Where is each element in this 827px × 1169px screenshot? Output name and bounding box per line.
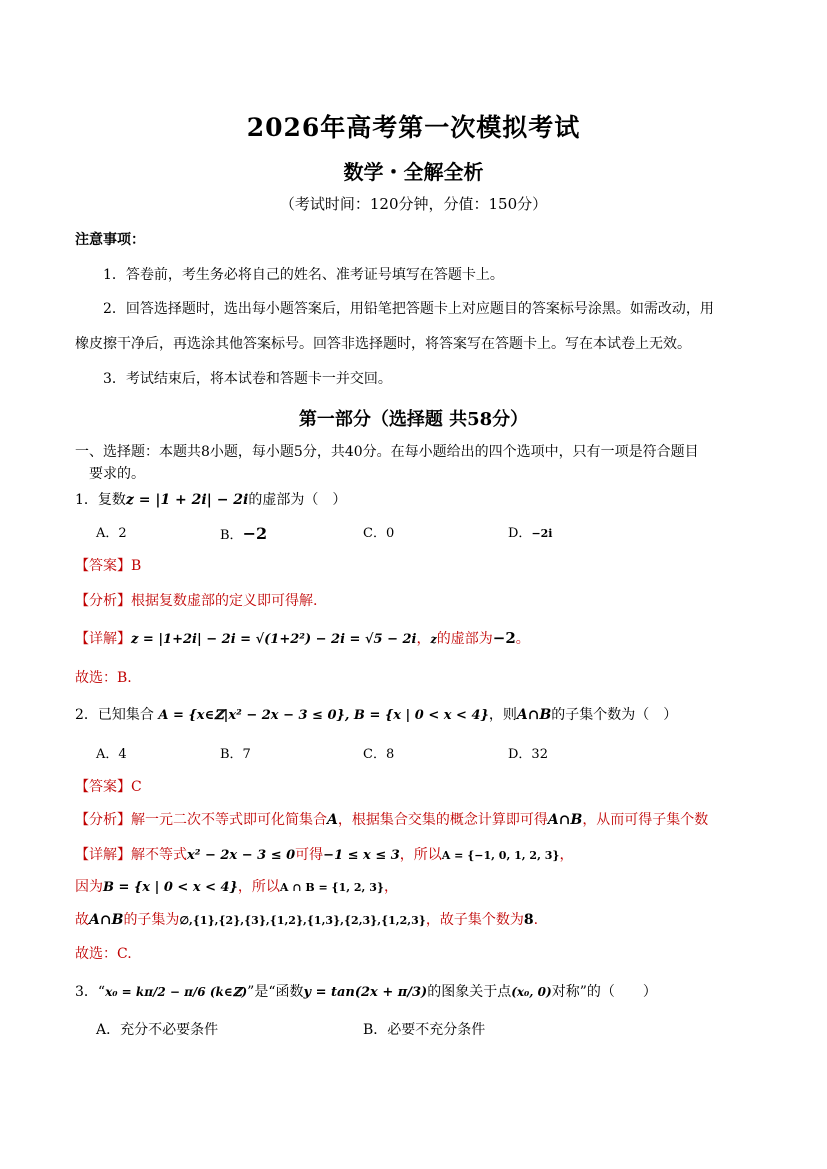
q1-option-b: B．−2 xyxy=(220,524,268,543)
section-intro-line1: 一、选择题：本题共8小题，每小题5分，共40分。在每小题给出的四个选项中，只有一项是符合题目 xyxy=(75,444,699,460)
q1-detail: 【详解】z = |1+2i| − 2i = √(1+2²) − 2i = √5 − 2i，z的虚部为−2。 xyxy=(75,629,530,647)
section-intro-line2: 要求的。 xyxy=(89,466,145,482)
note-item-2-line2: 橡皮擦干净后，再选涂其他答案标号。回答非选择题时，将答案写在答题卡上。写在本试卷上无效。 xyxy=(75,336,691,352)
q1-detail-z: z xyxy=(430,633,437,646)
q1-option-b-math: −2 xyxy=(242,524,268,543)
question-2-stem: 2．已知集合 A = {x∈ℤ|x² − 2x − 3 ≤ 0}, B = {x | 0 < x < 4}，则A∩B的子集个数为（ ） xyxy=(75,707,678,723)
page-subtitle: 数学・全解全析 xyxy=(343,160,484,184)
q2-option-a: A．4 xyxy=(96,747,127,762)
q1-stem-math: z = |1 + 2i| − 2i xyxy=(125,492,249,508)
q2-conclusion: 故选：C. xyxy=(75,946,132,962)
q2-option-c: C．8 xyxy=(363,747,395,762)
q1-conclusion: 故选：B. xyxy=(75,670,132,686)
q1-option-c: C．0 xyxy=(363,526,395,541)
note-item-3: 3．考试结束后，将本试卷和答题卡一并交回。 xyxy=(103,371,392,387)
q2-option-b: B．7 xyxy=(220,747,251,762)
q2-analysis: 【分析】解一元二次不等式即可化简集合A，根据集合交集的概念计算即可得A∩B，从而可得子集个数 xyxy=(75,812,709,828)
q1-answer: 【答案】B xyxy=(75,558,142,574)
q3-option-a: A．充分不必要条件 xyxy=(96,1022,219,1038)
q1-detail-math: z = |1+2i| − 2i = √(1+2²) − 2i = √5 − 2i xyxy=(131,632,417,647)
q3-stem-math3: (x₀, 0) xyxy=(511,985,552,999)
q1-analysis: 【分析】根据复数虚部的定义即可得解. xyxy=(75,593,318,609)
q2-answer: 【答案】C xyxy=(75,779,142,795)
page-title: 2026年高考第一次模拟考试 xyxy=(246,113,581,142)
q1-option-d: D．−2i xyxy=(508,526,553,541)
section-title: 第一部分（选择题 共58分） xyxy=(298,409,529,430)
question-1-stem xyxy=(75,490,346,510)
q2-stem-math2: A∩B xyxy=(516,707,552,723)
q2-detail-3: 故A∩B的子集为∅,{1},{2},{3},{1,2},{1,3},{2,3},{1,2,3}，故子集个数为8. xyxy=(75,912,539,928)
q1-stem-suffix: 的虚部为（ ） xyxy=(248,492,347,508)
q2-detail-2: 因为B = {x | 0 < x < 4}，所以A ∩ B = {1, 2, 3}， xyxy=(75,879,398,895)
q2-option-d: D．32 xyxy=(508,747,548,762)
note-item-1: 1．答卷前，考生务必将自己的姓名、准考证号填写在答题卡上。 xyxy=(103,267,504,283)
q3-stem-math: x₀ = kπ/2 − π/6 (k∈ℤ) xyxy=(105,985,248,999)
q3-stem-math2: y = tan(2x + π/3) xyxy=(303,985,428,1000)
q3-option-b: B．必要不充分条件 xyxy=(363,1022,486,1038)
notes-heading: 注意事项： xyxy=(75,232,145,248)
q1-option-d-math: −2i xyxy=(531,527,553,540)
question-3-stem: 3．“x₀ = kπ/2 − π/6 (k∈ℤ)”是“函数y = tan(2x + π/3)的图象关于点(x₀, 0)对称”的（ ） xyxy=(75,984,657,1000)
q1-stem-prefix: 1．复数 xyxy=(75,492,126,508)
q1-option-a: A．2 xyxy=(96,526,127,541)
q2-stem-math: A = {x∈ℤ|x² − 2x − 3 ≤ 0}, B = {x | 0 < x < 4} xyxy=(158,708,489,723)
q2-detail-1: 【详解】解不等式x² − 2x − 3 ≤ 0可得−1 ≤ x ≤ 3，所以A = {−1, 0, 1, 2, 3}， xyxy=(75,847,574,863)
q1-detail-end-math: −2 xyxy=(492,629,516,647)
exam-meta: （考试时间：120分钟，分值：150分） xyxy=(279,195,548,213)
note-item-2-line1: 2．回答选择题时，选出每小题答案后，用铅笔把答题卡上对应题目的答案标号涂黑。如需改动，用 xyxy=(103,301,714,317)
